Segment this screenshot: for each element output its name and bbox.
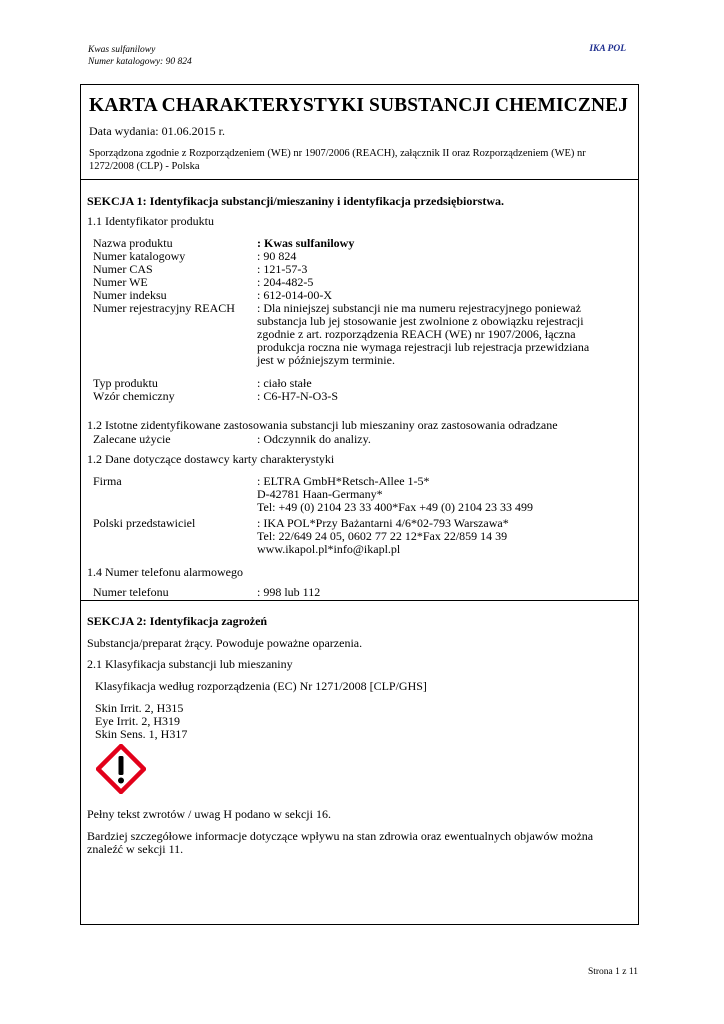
header-product-name: Kwas sulfanilowy	[88, 45, 156, 55]
section-2-heading: SEKCJA 2: Identyfikacja zagrożeń	[87, 614, 268, 628]
document-header-left	[88, 44, 192, 68]
label-chemical-formula: Wzór chemiczny	[93, 389, 175, 403]
subsection-1-1: 1.1 Identyfikator produktu	[87, 214, 214, 228]
label-cas-number: Numer CAS	[93, 262, 153, 276]
value-cas-number: : 121-57-3	[257, 262, 308, 276]
detail-info	[87, 830, 593, 856]
representative-line-1: : IKA POL*Przy Bażantarni 4/6*02-793 Warszawa*	[257, 516, 509, 530]
section-1	[81, 180, 638, 601]
detail-info-line-2: znaleźć w sekcji 11.	[87, 842, 184, 856]
page-title: KARTA CHARAKTERYSTYKI SUBSTANCJI CHEMICZNEJ	[89, 95, 629, 116]
reach-note-line-1: substancja lub jej stosowanie jest zwolnione z obowiązku rejestracji	[257, 314, 584, 328]
value-ec-number: : 204-482-5	[257, 275, 314, 289]
representative-line-2: Tel: 22/649 24 05, 0602 77 22 12*Fax 22/859 14 39	[257, 529, 508, 543]
value-recommended-use: : Odczynnik do analizy.	[257, 432, 371, 446]
classification-item-eye-irrit: Eye Irrit. 2, H319	[95, 714, 180, 728]
subsection-2-1: 2.1 Klasyfikacja substancji lub mieszaniny	[87, 657, 293, 671]
label-emergency-phone: Numer telefonu	[93, 585, 169, 599]
ghs07-exclamation-mark-icon	[96, 744, 146, 794]
label-catalog-number: Numer katalogowy	[93, 249, 186, 263]
product-id-values	[257, 237, 589, 367]
document-frame	[80, 84, 639, 925]
value-reach-registration: : Dla niniejszej substancji nie ma numeru rejestracyjnego ponieważ	[257, 301, 581, 315]
label-reach-registration: Numer rejestracyjny REACH	[93, 301, 235, 315]
reach-note-line-2: zgodnie z art. rozporządzenia REACH (WE) nr 1907/2006, łączna	[257, 327, 576, 341]
company-line-1: : ELTRA GmbH*Retsch-Allee 1-5*	[257, 474, 430, 488]
company-details	[257, 475, 533, 514]
header-catalog-number: Numer katalogowy: 90 824	[88, 57, 192, 67]
regulation-line-2: 1272/2008 (CLP) - Polska	[89, 161, 200, 172]
product-type-labels	[93, 377, 175, 403]
label-index-number: Numer indeksu	[93, 288, 167, 302]
label-polish-representative: Polski przedstawiciel	[93, 516, 196, 530]
classification-item-skin-sens: Skin Sens. 1, H317	[95, 727, 188, 741]
detail-info-line-1: Bardziej szczegółowe informacje dotyczące wpływu na stan zdrowia oraz ewentualnych objawów można	[87, 829, 594, 843]
value-chemical-formula: : C6-H7-N-O3-S	[257, 389, 338, 403]
title-block	[81, 85, 638, 180]
product-type-values	[257, 377, 338, 403]
regulation-line-1: Sporządzona zgodnie z Rozporządzeniem (WE) nr 1907/2006 (REACH), załącznik II oraz Rozporządzeniem (WE) nr	[89, 148, 586, 159]
company-line-2: D-42781 Haan-Germany*	[257, 487, 383, 501]
section-1-heading: SEKCJA 1: Identyfikacja substancji/mieszaniny i identyfikacja przedsiębiorstwa.	[87, 194, 505, 208]
reach-note-line-4: jest w późniejszym terminie.	[257, 353, 395, 367]
classification-item-skin-irrit: Skin Irrit. 2, H315	[95, 701, 184, 715]
representative-line-3: www.ikapol.pl*info@ikapl.pl	[257, 542, 401, 556]
label-product-name: Nazwa produktu	[93, 236, 173, 250]
value-emergency-phone: : 998 lub 112	[257, 585, 321, 599]
value-catalog-number: : 90 824	[257, 249, 297, 263]
label-recommended-use: Zalecane użycie	[93, 432, 171, 446]
polish-representative-details	[257, 517, 509, 556]
classification-list	[95, 702, 187, 741]
subsection-1-2-uses: 1.2 Istotne zidentyfikowane zastosowania substancji lub mieszaniny oraz zastosowania odradzane	[87, 418, 558, 432]
label-company: Firma	[93, 474, 122, 488]
value-product-type: : ciało stałe	[257, 376, 312, 390]
reach-note-line-3: produkcja roczna nie wymaga rejestracji lub rejestracja przewidziana	[257, 340, 590, 354]
full-text-note: Pełny tekst zwrotów / uwag H podano w sekcji 16.	[87, 807, 331, 821]
label-product-type: Typ produktu	[93, 376, 158, 390]
subsection-1-2-supplier: 1.2 Dane dotyczące dostawcy karty charakterystyki	[87, 452, 335, 466]
issue-date: Data wydania: 01.06.2015 r.	[89, 124, 225, 138]
subsection-1-4: 1.4 Numer telefonu alarmowego	[87, 565, 243, 579]
product-id-labels	[93, 237, 235, 315]
classification-title: Klasyfikacja według rozporządzenia (EC) Nr 1271/2008 [CLP/GHS]	[95, 679, 427, 693]
page-number: Strona 1 z 11	[587, 967, 638, 977]
company-line-3: Tel: +49 (0) 2104 23 33 400*Fax +49 (0) 2104 23 33 499	[257, 500, 534, 514]
value-product-name: : Kwas sulfanilowy	[257, 236, 355, 250]
label-ec-number: Numer WE	[93, 275, 148, 289]
header-company-name: IKA POL	[589, 44, 626, 54]
value-index-number: : 612-014-00-X	[257, 288, 332, 302]
section-2	[81, 601, 638, 924]
hazard-statement: Substancja/preparat żrący. Powoduje poważne oparzenia.	[87, 636, 363, 650]
